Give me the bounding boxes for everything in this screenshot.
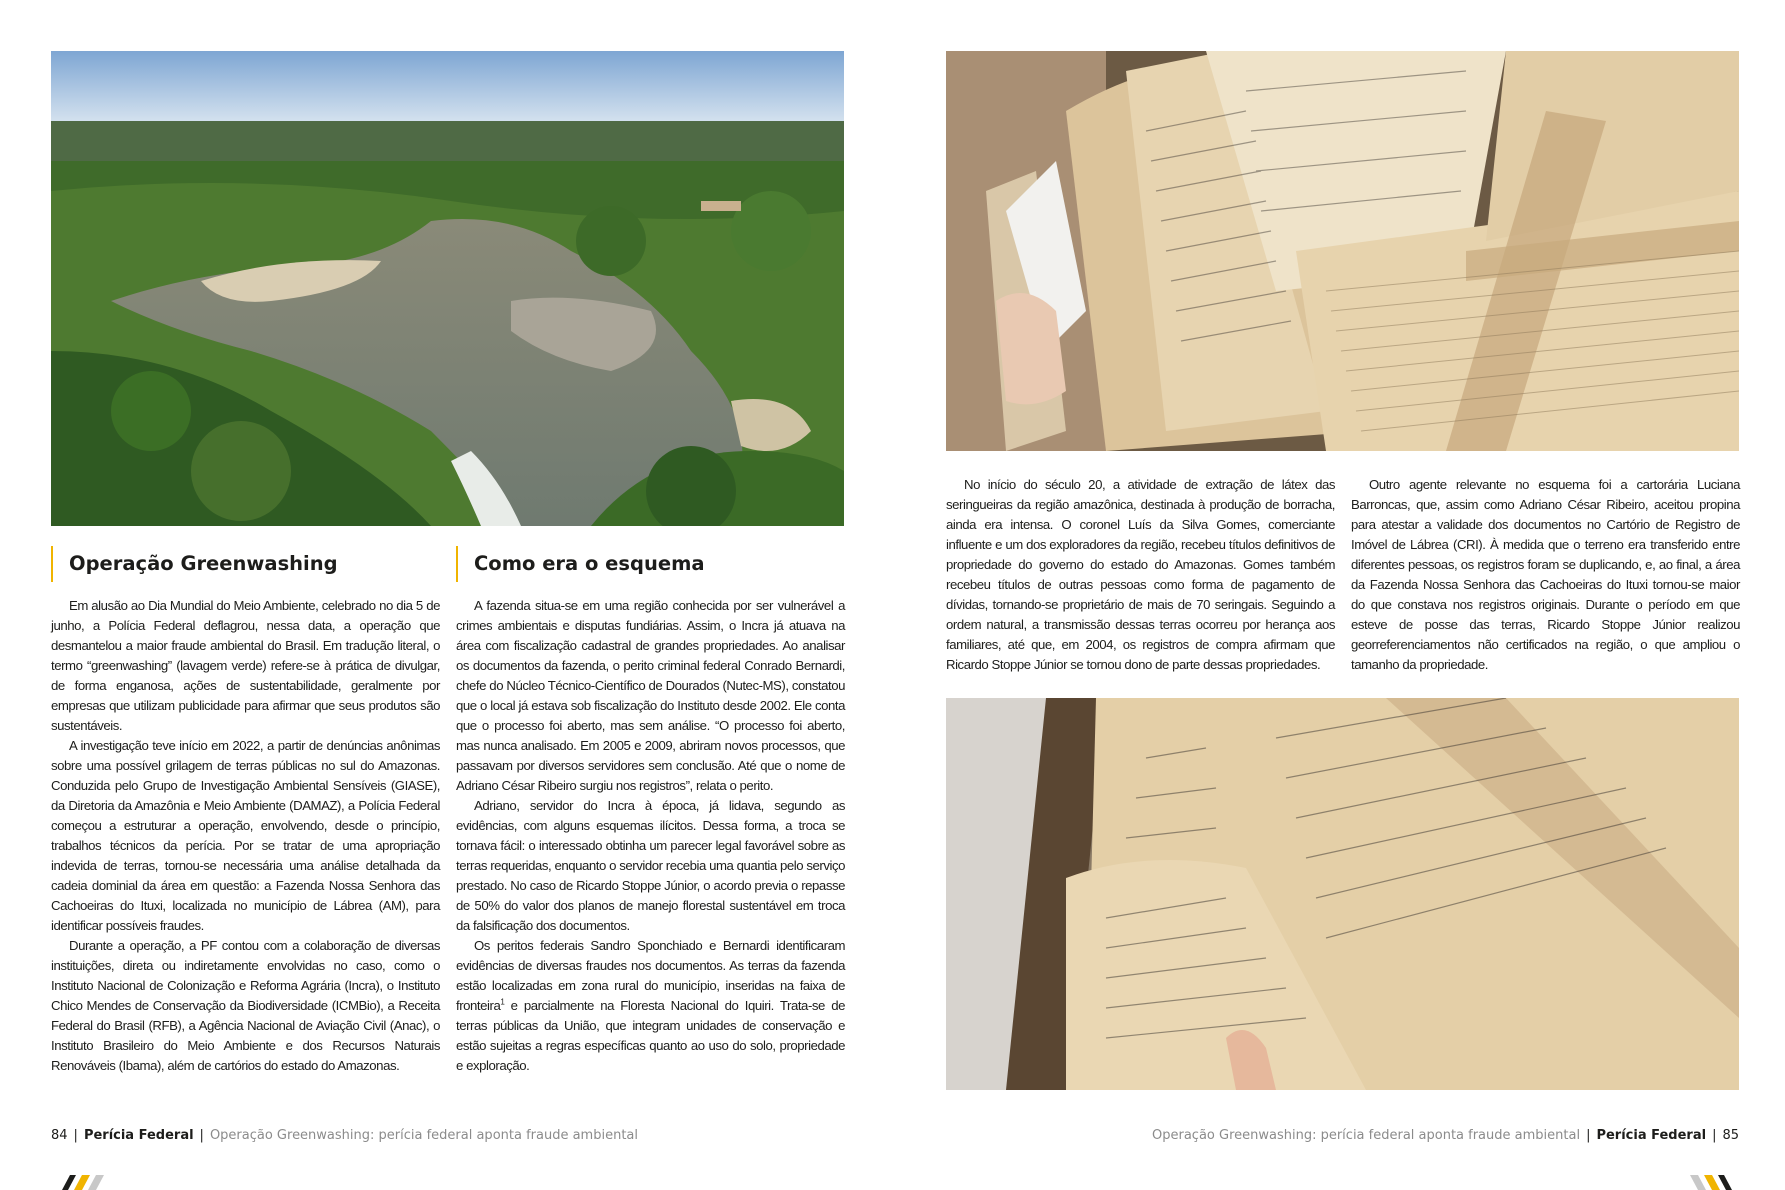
article-column-3 bbox=[946, 475, 1335, 675]
paragraph: Outro agente relevante no esquema foi a cartorária Luciana Barroncas, que, assim como Adriano César Ribeiro, aceitou propina para atestar a validade dos documentos no Cartório de Registro de Imóvel de Lábrea (CRI). À medida que o terreno era transferido entre diferentes pessoas, os registros foram se duplicando, e, ao final, a área da Fazenda Nossa Senhora das Cachoeiras do Ituxi tornou-se maior do que constava nos registros originais. Durante o período em que esteve de posse das terras, Ricardo Stoppe Júnior realizou georreferenciamentos não certificados na região, o que ampliou o tamanho da propriedade. bbox=[1351, 477, 1740, 672]
footer-right bbox=[1152, 1127, 1739, 1145]
paragraph: Durante a operação, a PF contou com a colaboração de diversas instituições, direta ou indiretamente envolvidas no caso, como o Instituto Nacional de Colonização e Reforma Agrária (Incra), o Instituto Chico Mendes de Conservação da Biodiversidade (ICMBio), a Receita Federal do Brasil (RFB), a Agência Nacional de Aviação Civil (Anac), o Instituto Brasileiro do Meio Ambiente e dos Recursos Naturais Renováveis (Ibama), além de cartórios do estado do Amazonas. bbox=[51, 938, 440, 1073]
paragraph: A investigação teve início em 2022, a partir de denúncias anônimas sobre uma possível grilagem de terras públicas no sul do Amazonas. Conduzida pelo Grupo de Investigação Ambiental Sensíveis (GIASE), da Diretoria da Amazônia e Meio Ambiente (DAMAZ), a Polícia Federal começou a estruturar a operação, envolvendo, desde o princípio, trabalhos técnicos da perícia. Por se tratar de uma apropriação indevida de terras, tornou-se necessária uma análise detalhada da cadeia dominial da área em questão: a Fazenda Nossa Senhora das Cachoeiras do Ituxi, localizada no município de Lábrea (AM), para identificar possíveis fraudes. bbox=[51, 738, 440, 933]
stripes-decoration bbox=[1682, 1175, 1736, 1190]
article-title: Operação Greenwashing: perícia federal aponta fraude ambiental bbox=[1152, 1128, 1581, 1143]
section-title-esquema: Como era o esquema bbox=[456, 546, 705, 582]
section-title-operacao: Operação Greenwashing bbox=[51, 546, 338, 582]
article-title: Operação Greenwashing: perícia federal aponta fraude ambiental bbox=[209, 1128, 638, 1143]
paragraph-text: e parcialmente na Floresta Nacional do Iquiri. Trata-se de terras públicas da União, que integram unidades de conservação e estão sujeitas a regras específicas quanto ao uso do solo, propriedade e exploração. bbox=[456, 998, 845, 1073]
article-column-2 bbox=[456, 596, 845, 1076]
footer-separator: | bbox=[1712, 1128, 1717, 1143]
paragraph: Adriano, servidor do Incra à época, já lidava, segundo as evidências, com alguns esquemas ilícitos. Dessa forma, a troca se tornava fácil: o interessado obtinha um parecer legal favorável sobre as terras requeridas, enquanto o servidor recebia uma quantia pelo serviço prestado. No caso de Ricardo Stoppe Júnior, o acordo previa o repasse de 50% do valor dos planos de manejo florestal sustentável em troca da falsificação dos documentos. bbox=[456, 798, 845, 933]
old-ledger-photo bbox=[946, 698, 1739, 1090]
footer-left bbox=[51, 1127, 638, 1145]
river-aerial-photo bbox=[51, 51, 844, 526]
page-number: 84 bbox=[51, 1128, 68, 1143]
old-land-records-photo bbox=[946, 51, 1739, 451]
page-number: 85 bbox=[1722, 1128, 1739, 1143]
magazine-name: Perícia Federal bbox=[83, 1128, 194, 1143]
footnote-marker: 1 bbox=[500, 997, 505, 1007]
paragraph: Em alusão ao Dia Mundial do Meio Ambiente, celebrado no dia 5 de junho, a Polícia Federal deflagrou, nessa data, a operação que desmantelou a maior fraude ambiental do Brasil. Em tradução literal, o termo “greenwashing” (lavagem verde) refere-se à prática de divulgar, de forma enganosa, ações de sustentabilidade, geralmente por empresas que utilizam publicidade para afirmar que seus produtos são sustentáveis. bbox=[51, 598, 440, 733]
paragraph: No início do século 20, a atividade de extração de látex das seringueiras da região amazônica, destinada à produção de borracha, ainda era intensa. O coronel Luís da Silva Gomes, comerciante influente e um dos exploradores da região, recebeu títulos definitivos de propriedade do governo do estado do Amazonas. Gomes também recebeu títulos de outras pessoas como forma de pagamento de dívidas, tornando-se proprietário de mais de 70 seringais. Seguindo a ordem natural, a transmissão dessas terras ocorreu por herança aos familiares, até que, em 2004, os registros de compra afirmam que Ricardo Stoppe Júnior se tornou dono de parte dessas propriedades. bbox=[946, 477, 1335, 672]
paragraph bbox=[456, 936, 845, 1076]
footer-separator: | bbox=[73, 1128, 78, 1143]
paragraph: A fazenda situa-se em uma região conhecida por ser vulnerável a crimes ambientais e disputas fundiárias. Assim, o Incra já atuava na área com fiscalização cadastral de grandes propriedades. Ao analisar os documentos da fazenda, o perito criminal federal Conrado Bernardi, chefe do Núcleo Técnico-Científico de Dourados (Nutec-MS), constatou que o local já estava sob fiscalização do Instituto desde 2002. Ele conta que o processo foi aberto, mas sem análise. “O processo foi aberto, mas nunca analisado. Em 2005 e 2009, abriram novos processos, que passavam por diversos servidores sem conclusão. Até que o nome de Adriano César Ribeiro surgiu nos registros”, relata o perito. bbox=[456, 598, 845, 793]
paragraph-text: Os peritos federais Sandro Sponchiado e Bernardi identificaram evidências de diversas fraudes nos documentos. As terras da fazenda estão localizadas em zona rural do município, inseridas na faixa de fronteira bbox=[456, 938, 845, 1013]
magazine-name: Perícia Federal bbox=[1596, 1128, 1707, 1143]
footer-separator: | bbox=[1586, 1128, 1591, 1143]
footer-separator: | bbox=[199, 1128, 204, 1143]
stripes-decoration bbox=[58, 1175, 112, 1190]
article-column-1 bbox=[51, 596, 440, 1076]
article-column-4 bbox=[1351, 475, 1740, 675]
